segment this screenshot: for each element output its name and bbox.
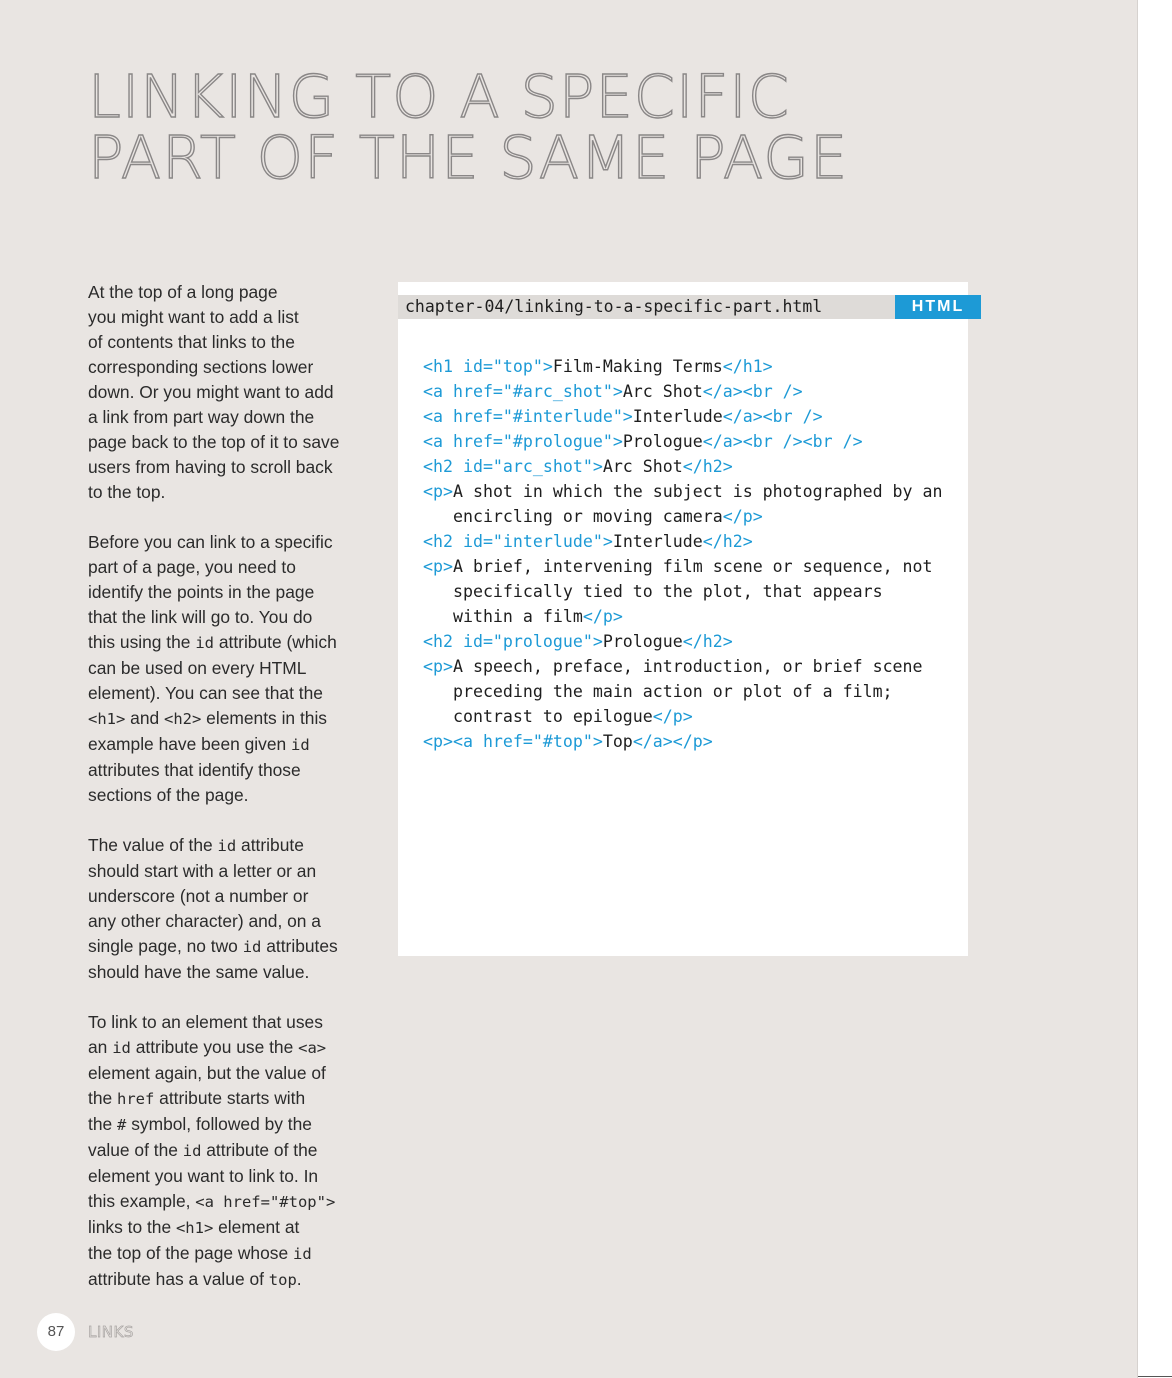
text-line: sections of the page. [88,785,249,805]
inline-code: id [292,1245,312,1263]
code-text: encircling or moving camera [423,507,723,526]
paragraph-id-attribute [88,530,358,808]
text-run: attribute (which [213,632,337,652]
text-run: and [125,708,165,728]
code-tag: </a><br /> [722,407,823,426]
text-run: the [88,1088,118,1108]
text-line: page back to the top of it to save [88,432,340,452]
code-line [423,729,943,754]
inline-code: id [182,1142,202,1160]
html-language-badge: HTML [895,295,981,319]
text-run: attribute starts with [154,1088,306,1108]
code-line [423,654,943,679]
code-text: specifically tied to the plot, that appears [423,582,883,601]
text-line [88,630,358,656]
page-title-line-1: LINKING TO A SPECIFIC [88,62,790,131]
text-line [88,1215,358,1241]
code-text: Arc Shot [622,382,703,401]
code-tag: <h2 id="arc_shot"> [423,457,603,476]
text-line [88,706,358,732]
text-line [88,1035,358,1061]
text-run: the top of the page whose [88,1243,293,1263]
text-run: attributes [261,936,338,956]
page-number: 87 [37,1313,75,1351]
code-tag: <h2 id="interlude"> [423,532,613,551]
paragraph-link-to-id [88,1010,358,1293]
code-tag: </a><br /> [702,382,803,401]
text-line: should have the same value. [88,962,310,982]
text-run: example have been given [88,734,292,754]
code-text: Interlude [612,532,703,551]
code-text: A brief, intervening film scene or sequence, not [452,557,933,576]
code-line [423,604,943,629]
code-tag: <p> [423,657,453,676]
code-line [423,629,943,654]
code-example-panel [398,282,968,956]
code-tag: <h1 id="top"> [423,357,553,376]
code-listing [423,354,943,754]
text-line: users from having to scroll back [88,457,333,477]
code-tag: <a href="#interlude"> [423,407,633,426]
text-line [88,1267,358,1293]
text-line: At the top of a long page [88,282,278,302]
text-run: the [88,1114,118,1134]
code-text: Interlude [632,407,723,426]
inline-code: <h2> [164,710,202,728]
code-text: Film-Making Terms [552,357,723,376]
page-title [88,62,849,192]
code-line [423,404,943,429]
code-line [423,454,943,479]
inline-code: top [268,1271,297,1289]
code-tag: <a href="#prologue"> [423,432,623,451]
text-run: attribute you use the [130,1037,299,1057]
text-line: Before you can link to a specific [88,532,333,552]
text-run: this using the [88,632,196,652]
code-file-bar [398,295,981,319]
code-tag: <h2 id="prologue"> [423,632,603,651]
text-run: element at [213,1217,300,1237]
text-line [88,732,358,758]
section-name: LINKS [88,1323,134,1341]
text-line [88,1086,358,1112]
code-tag: </p> [652,707,693,726]
code-text: Arc Shot [602,457,683,476]
text-run: links to the [88,1217,176,1237]
code-line [423,504,943,529]
text-run: attribute of the [201,1140,318,1160]
code-text: Prologue [622,432,703,451]
text-run: an [88,1037,113,1057]
text-line: you might want to add a list [88,307,299,327]
code-line [423,704,943,729]
text-run: . [296,1269,302,1289]
code-tag: </h2> [702,532,753,551]
code-tag: </h2> [682,632,733,651]
code-text: A shot in which the subject is photographed by an [452,482,943,501]
page-title-line-2: PART OF THE SAME PAGE [88,123,849,192]
crop-mark [1138,1376,1172,1377]
code-text: A speech, preface, introduction, or brief scene [452,657,923,676]
text-line: any other character) and, on a [88,911,321,931]
code-text: Top [602,732,633,751]
text-line: should start with a letter or an [88,861,317,881]
paragraph-id-value [88,833,358,985]
text-line: attributes that identify those [88,760,301,780]
code-tag: </p> [722,507,763,526]
inline-code: # [117,1116,127,1134]
inline-code: <a href="#top"> [195,1193,336,1211]
body-text [88,280,358,1318]
code-text: preceding the main action or plot of a film; [423,682,893,701]
text-run: symbol, followed by the [126,1114,312,1134]
code-tag: </a></p> [632,732,713,751]
page-edge [1137,0,1138,1378]
inline-code: id [242,938,262,956]
text-run: elements in this [201,708,328,728]
text-line [88,1138,358,1164]
code-tag: </h2> [682,457,733,476]
text-run: The value of the [88,835,218,855]
inline-code: id [217,837,237,855]
text-line: element again, but the value of [88,1063,326,1083]
text-line [88,1112,358,1138]
text-run: value of the [88,1140,183,1160]
text-line: underscore (not a number or [88,886,309,906]
text-line: To link to an element that uses [88,1012,323,1032]
code-tag: <a href="#arc_shot"> [423,382,623,401]
text-line: to the top. [88,482,166,502]
text-line: element you want to link to. In [88,1166,319,1186]
text-line [88,1241,358,1267]
text-line: identify the points in the page [88,582,315,602]
text-line: of contents that links to the [88,332,295,352]
text-run: this example, [88,1191,196,1211]
code-text: contrast to epilogue [423,707,653,726]
inline-code: <a> [298,1039,327,1057]
text-line: can be used on every HTML [88,658,307,678]
code-tag: </a><br /><br /> [702,432,863,451]
inline-code: id [291,736,310,754]
text-run: attribute has a value of [88,1269,269,1289]
code-line [423,379,943,404]
text-run: single page, no two [88,936,243,956]
code-text: Prologue [602,632,683,651]
code-line [423,679,943,704]
code-tag: <p> [423,557,453,576]
text-line [88,1189,358,1215]
inline-code: <h1> [88,710,126,728]
text-line: down. Or you might want to add [88,382,334,402]
inline-code: href [117,1090,155,1108]
text-line: part of a page, you need to [88,557,296,577]
code-tag: </h1> [722,357,773,376]
inline-code: <h1> [175,1219,214,1237]
code-filename: chapter-04/linking-to-a-specific-part.html [405,297,823,316]
code-line [423,579,943,604]
code-line [423,554,943,579]
text-line: corresponding sections lower [88,357,314,377]
code-line [423,479,943,504]
code-line [423,354,943,379]
text-line [88,934,358,960]
code-line [423,529,943,554]
paragraph-intro [88,280,358,505]
code-tag: <p><a href="#top"> [423,732,603,751]
text-line: a link from part way down the [88,407,315,427]
inline-code: id [195,634,214,652]
code-tag: <p> [423,482,453,501]
inline-code: id [112,1039,131,1057]
code-text: within a film [423,607,583,626]
text-run: attribute [236,835,304,855]
text-line [88,833,358,859]
code-line [423,429,943,454]
text-line: element). You can see that the [88,683,323,703]
text-line: that the link will go to. You do [88,607,313,627]
code-tag: </p> [582,607,623,626]
